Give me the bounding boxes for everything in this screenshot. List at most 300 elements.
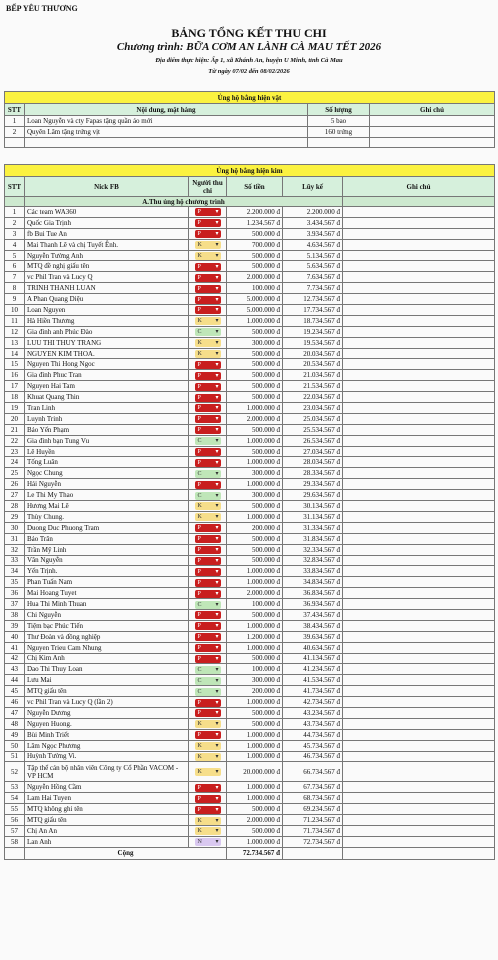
row-amount: 500.000 đ	[227, 609, 283, 620]
collector-dropdown[interactable]: C ▾	[195, 677, 221, 685]
row-nick: Lưu Mai	[25, 675, 189, 686]
collector-dropdown[interactable]: K ▾	[195, 502, 221, 510]
row-note	[343, 751, 495, 762]
row-cumulative: 23.034.567 đ	[283, 403, 343, 414]
header-note: Ghi chú	[370, 104, 495, 116]
row-amount: 1.000.000 đ	[227, 729, 283, 740]
row-collector[interactable]	[189, 413, 227, 424]
row-note	[343, 825, 495, 836]
collector-dropdown[interactable]: P ▾	[195, 219, 221, 227]
collector-dropdown[interactable]: K ▾	[195, 350, 221, 358]
row-nick: Nguyen Trieu Cam Nhung	[25, 642, 189, 653]
row-collector[interactable]	[189, 642, 227, 653]
row-nick: Luynh Trinh	[25, 413, 189, 424]
table-row	[5, 468, 495, 479]
collector-dropdown[interactable]: P ▾	[195, 633, 221, 641]
row-cumulative: 20.034.567 đ	[283, 348, 343, 359]
table-row	[5, 370, 495, 381]
row-nick: Chị Kim Anh	[25, 653, 189, 664]
table-row	[5, 793, 495, 804]
row-note	[343, 413, 495, 424]
collector-dropdown[interactable]: P ▾	[195, 644, 221, 652]
collector-dropdown[interactable]: C ▾	[195, 688, 221, 696]
table-row	[5, 620, 495, 631]
row-collector[interactable]	[189, 239, 227, 250]
row-stt: 53	[5, 782, 25, 793]
row-collector[interactable]	[189, 457, 227, 468]
row-collector[interactable]	[189, 631, 227, 642]
collector-dropdown[interactable]: P ▾	[195, 208, 221, 216]
row-amount: 1.000.000 đ	[227, 793, 283, 804]
header-stt: STT	[5, 177, 25, 197]
row-collector[interactable]	[189, 490, 227, 501]
row-cumulative: 29.334.567 đ	[283, 479, 343, 490]
collector-dropdown[interactable]: P ▾	[195, 230, 221, 238]
row-collector[interactable]	[189, 446, 227, 457]
table-row	[5, 337, 495, 348]
row-note	[343, 686, 495, 697]
collector-dropdown[interactable]: P ▾	[195, 306, 221, 314]
row-cumulative: 36.934.567 đ	[283, 599, 343, 610]
collector-dropdown[interactable]: K ▾	[195, 768, 221, 776]
collector-dropdown[interactable]: C ▾	[195, 492, 221, 500]
collector-dropdown[interactable]: K ▾	[195, 742, 221, 750]
collector-dropdown[interactable]: P ▾	[195, 557, 221, 565]
row-note	[343, 359, 495, 370]
collector-dropdown[interactable]: P ▾	[195, 459, 221, 467]
collector-dropdown[interactable]: P ▾	[195, 481, 221, 489]
collector-dropdown[interactable]: K ▾	[195, 827, 221, 835]
row-amount: 500.000 đ	[227, 653, 283, 664]
row-nick: Tiệm bạc Phúc Tiến	[25, 620, 189, 631]
row-amount: 1.234.567 đ	[227, 217, 283, 228]
collector-dropdown[interactable]: P ▾	[195, 655, 221, 663]
row-stt: 1	[5, 116, 25, 127]
row-nick: Bảo Trân	[25, 533, 189, 544]
row-note	[343, 664, 495, 675]
row-cumulative: 40.634.567 đ	[283, 642, 343, 653]
row-cumulative: 27.034.567 đ	[283, 446, 343, 457]
row-cumulative: 44.734.567 đ	[283, 729, 343, 740]
row-collector[interactable]	[189, 479, 227, 490]
collector-dropdown[interactable]: K ▾	[195, 753, 221, 761]
row-cumulative: 71.234.567 đ	[283, 815, 343, 826]
collector-dropdown[interactable]: P ▾	[195, 611, 221, 619]
row-amount: 500.000 đ	[227, 825, 283, 836]
program-title: Chương trình: BỮA CƠM AN LÀNH CÀ MAU TẾT 2026	[116, 41, 382, 53]
row-collector[interactable]	[189, 836, 227, 847]
table-row	[5, 675, 495, 686]
row-note	[343, 620, 495, 631]
row-note	[343, 762, 495, 782]
row-collector[interactable]	[189, 707, 227, 718]
row-nick: Các team WA360	[25, 207, 189, 218]
collector-dropdown[interactable]: P ▾	[195, 731, 221, 739]
report-title: BẢNG TỔNG KẾT THU CHI	[171, 26, 327, 40]
table-row	[5, 631, 495, 642]
row-nick: Hà Hiền Thương	[25, 315, 189, 326]
row-cumulative: 36.834.567 đ	[283, 588, 343, 599]
collector-dropdown[interactable]: K ▾	[195, 817, 221, 825]
table-row	[5, 359, 495, 370]
collector-dropdown[interactable]: K ▾	[195, 339, 221, 347]
row-collector[interactable]	[189, 294, 227, 305]
row-collector[interactable]	[189, 315, 227, 326]
row-collector[interactable]	[189, 435, 227, 446]
collector-dropdown[interactable]: C ▾	[195, 601, 221, 609]
row-note	[343, 381, 495, 392]
row-collector[interactable]	[189, 392, 227, 403]
row-amount: 500.000 đ	[227, 707, 283, 718]
collector-dropdown[interactable]: K ▾	[195, 252, 221, 260]
row-collector[interactable]	[189, 588, 227, 599]
row-collector[interactable]	[189, 207, 227, 218]
row-nick: Trần Mỹ Linh	[25, 544, 189, 555]
collector-dropdown[interactable]: P ▾	[195, 622, 221, 630]
row-collector[interactable]	[189, 664, 227, 675]
row-note	[343, 457, 495, 468]
row-collector[interactable]	[189, 403, 227, 414]
row-stt: 58	[5, 836, 25, 847]
row-note	[343, 718, 495, 729]
row-collector[interactable]	[189, 566, 227, 577]
row-stt: 47	[5, 707, 25, 718]
table-row	[5, 511, 495, 522]
row-collector[interactable]	[189, 533, 227, 544]
row-cumulative: 28.034.567 đ	[283, 457, 343, 468]
row-collector[interactable]	[189, 740, 227, 751]
row-nick: Bùi Minh Triết	[25, 729, 189, 740]
row-cumulative: 45.734.567 đ	[283, 740, 343, 751]
row-note	[343, 468, 495, 479]
row-amount: 1.000.000 đ	[227, 836, 283, 847]
row-nick: Nguyen Huong.	[25, 718, 189, 729]
row-note	[343, 446, 495, 457]
row-amount: 500.000 đ	[227, 718, 283, 729]
row-collector[interactable]	[189, 751, 227, 762]
row-note	[343, 435, 495, 446]
collector-dropdown[interactable]: K ▾	[195, 317, 221, 325]
row-nick: vc Phil Tran và Lucy Q (lần 2)	[25, 697, 189, 708]
row-stt: 20	[5, 413, 25, 424]
collector-dropdown[interactable]: P ▾	[195, 404, 221, 412]
row-nick: LUU THI THUY TRANG	[25, 337, 189, 348]
collector-dropdown[interactable]: C ▾	[195, 328, 221, 336]
row-cumulative: 32.834.567 đ	[283, 555, 343, 566]
table-row	[5, 446, 495, 457]
collector-dropdown[interactable]: P ▾	[195, 426, 221, 434]
row-stt: 34	[5, 566, 25, 577]
row-note	[343, 793, 495, 804]
row-note	[370, 127, 495, 138]
row-nick: Phan Tuấn Nam	[25, 577, 189, 588]
row-collector[interactable]	[189, 577, 227, 588]
row-collector[interactable]	[189, 675, 227, 686]
row-note	[343, 315, 495, 326]
row-collector[interactable]	[189, 305, 227, 316]
row-note	[343, 544, 495, 555]
row-cumulative: 30.134.567 đ	[283, 501, 343, 512]
row-collector[interactable]	[189, 272, 227, 283]
row-note	[343, 479, 495, 490]
row-collector[interactable]	[189, 686, 227, 697]
row-stt: 57	[5, 825, 25, 836]
collector-dropdown[interactable]: P ▾	[195, 806, 221, 814]
row-amount: 5.000.000 đ	[227, 305, 283, 316]
row-stt: 48	[5, 718, 25, 729]
row-cumulative: 71.734.567 đ	[283, 825, 343, 836]
row-cumulative: 20.534.567 đ	[283, 359, 343, 370]
row-collector[interactable]	[189, 804, 227, 815]
row-collector[interactable]	[189, 261, 227, 272]
row-nick: Bảo Yến Phạm	[25, 424, 189, 435]
row-nick: Quốc Gia Trịnh	[25, 217, 189, 228]
row-cumulative: 25.534.567 đ	[283, 424, 343, 435]
collector-dropdown[interactable]: P ▾	[195, 590, 221, 598]
row-amount: 300.000 đ	[227, 468, 283, 479]
row-nick: Hương Mai Lê	[25, 501, 189, 512]
row-stt: 19	[5, 403, 25, 414]
row-amount: 500.000 đ	[227, 533, 283, 544]
row-collector[interactable]	[189, 250, 227, 261]
collector-dropdown[interactable]: P ▾	[195, 415, 221, 423]
row-nick: Loan Nguyen	[25, 305, 189, 316]
table-row	[5, 490, 495, 501]
row-amount: 1.000.000 đ	[227, 740, 283, 751]
row-amount: 100.000 đ	[227, 664, 283, 675]
row-stt: 30	[5, 522, 25, 533]
row-stt: 7	[5, 272, 25, 283]
row-amount: 500.000 đ	[227, 250, 283, 261]
collector-dropdown[interactable]: P ▾	[195, 524, 221, 532]
row-nick: Lam Hai Tuyen	[25, 793, 189, 804]
collector-dropdown[interactable]: P ▾	[195, 448, 221, 456]
table-row	[5, 457, 495, 468]
collector-dropdown[interactable]: P ▾	[195, 535, 221, 543]
row-collector[interactable]	[189, 228, 227, 239]
row-collector[interactable]	[189, 337, 227, 348]
row-amount: 500.000 đ	[227, 228, 283, 239]
collector-dropdown[interactable]: P ▾	[195, 699, 221, 707]
row-stt: 17	[5, 381, 25, 392]
collector-dropdown[interactable]: P ▾	[195, 709, 221, 717]
row-note	[343, 283, 495, 294]
table-row	[5, 381, 495, 392]
collector-dropdown[interactable]: P ▾	[195, 795, 221, 803]
collector-dropdown[interactable]: P ▾	[195, 579, 221, 587]
row-cumulative: 7.634.567 đ	[283, 272, 343, 283]
row-nick: Lê Huyền	[25, 446, 189, 457]
collector-dropdown[interactable]: P ▾	[195, 296, 221, 304]
collector-dropdown[interactable]: C ▾	[195, 666, 221, 674]
row-nick: Thùy Chung.	[25, 511, 189, 522]
row-amount: 1.000.000 đ	[227, 782, 283, 793]
row-note	[343, 631, 495, 642]
row-nick: TRINH THANH LUAN	[25, 283, 189, 294]
table-row	[5, 782, 495, 793]
row-note	[343, 305, 495, 316]
collector-dropdown[interactable]: K ▾	[195, 720, 221, 728]
row-cumulative: 5.634.567 đ	[283, 261, 343, 272]
row-amount: 500.000 đ	[227, 424, 283, 435]
row-cumulative: 31.834.567 đ	[283, 533, 343, 544]
table-row	[5, 825, 495, 836]
table-row	[5, 207, 495, 218]
header-quantity: Số lượng	[308, 104, 370, 116]
table-row	[5, 326, 495, 337]
row-cumulative: 28.334.567 đ	[283, 468, 343, 479]
row-collector[interactable]	[189, 511, 227, 522]
row-stt: 18	[5, 392, 25, 403]
collector-dropdown[interactable]: P ▾	[195, 784, 221, 792]
row-stt: 8	[5, 283, 25, 294]
table-row	[5, 555, 495, 566]
row-stt: 15	[5, 359, 25, 370]
row-nick: Hua Thi Minh Thuan	[25, 599, 189, 610]
row-collector[interactable]	[189, 793, 227, 804]
collector-dropdown[interactable]: P ▾	[195, 263, 221, 271]
collector-dropdown[interactable]: P ▾	[195, 285, 221, 293]
row-cumulative: 43.234.567 đ	[283, 707, 343, 718]
row-stt: 24	[5, 457, 25, 468]
row-collector[interactable]	[189, 370, 227, 381]
table-row	[5, 501, 495, 512]
row-collector[interactable]	[189, 217, 227, 228]
row-cumulative: 38.434.567 đ	[283, 620, 343, 631]
row-nick: Dao Thi Thuy Loan	[25, 664, 189, 675]
row-nick: Ngọc Chung	[25, 468, 189, 479]
row-note	[343, 522, 495, 533]
row-nick: MTQ đề nghị giấu tên	[25, 261, 189, 272]
row-cumulative: 72.734.567 đ	[283, 836, 343, 847]
row-nick: Nguyen Hai Tam	[25, 381, 189, 392]
row-stt: 43	[5, 664, 25, 675]
row-cumulative: 18.734.567 đ	[283, 315, 343, 326]
row-amount: 2.000.000 đ	[227, 588, 283, 599]
row-note	[343, 337, 495, 348]
row-collector[interactable]	[189, 815, 227, 826]
row-collector[interactable]	[189, 555, 227, 566]
collector-dropdown[interactable]: P ▾	[195, 383, 221, 391]
row-collector[interactable]	[189, 522, 227, 533]
row-collector[interactable]	[189, 424, 227, 435]
collector-dropdown[interactable]: P ▾	[195, 274, 221, 282]
row-stt: 54	[5, 793, 25, 804]
row-note	[343, 675, 495, 686]
row-amount: 500.000 đ	[227, 555, 283, 566]
row-amount: 500.000 đ	[227, 370, 283, 381]
row-amount: 500.000 đ	[227, 392, 283, 403]
row-collector[interactable]	[189, 825, 227, 836]
row-collector[interactable]	[189, 609, 227, 620]
row-amount: 2.000.000 đ	[227, 272, 283, 283]
row-stt: 31	[5, 533, 25, 544]
row-note	[343, 707, 495, 718]
collector-dropdown[interactable]: P ▾	[195, 394, 221, 402]
row-cumulative: 19.234.567 đ	[283, 326, 343, 337]
row-nick: MTQ giấu tên	[25, 686, 189, 697]
cash-sub-title: A.Thu ủng hộ chương trình	[25, 197, 343, 207]
collector-dropdown[interactable]: K ▾	[195, 513, 221, 521]
row-note	[343, 228, 495, 239]
row-nick: Huỳnh Tường Vi.	[25, 751, 189, 762]
table-row	[5, 228, 495, 239]
row-stt: 3	[5, 228, 25, 239]
row-note	[343, 782, 495, 793]
row-cumulative: 41.134.567 đ	[283, 653, 343, 664]
row-nick: Mai Thanh Lê và chị Tuyết Ênh.	[25, 239, 189, 250]
collector-dropdown[interactable]: P ▾	[195, 372, 221, 380]
row-note	[343, 370, 495, 381]
collector-dropdown[interactable]: P ▾	[195, 361, 221, 369]
row-collector[interactable]	[189, 782, 227, 793]
row-collector[interactable]	[189, 697, 227, 708]
row-note	[343, 348, 495, 359]
row-stt: 22	[5, 435, 25, 446]
total-value: 72.734.567 đ	[227, 847, 283, 859]
row-collector[interactable]	[189, 620, 227, 631]
row-note	[343, 599, 495, 610]
row-collector[interactable]	[189, 718, 227, 729]
row-collector[interactable]	[189, 326, 227, 337]
row-collector[interactable]	[189, 283, 227, 294]
table-row	[5, 707, 495, 718]
collector-dropdown[interactable]: C ▾	[195, 470, 221, 478]
header-stt: STT	[5, 104, 25, 116]
row-amount: 2.000.000 đ	[227, 413, 283, 424]
row-cumulative: 69.234.567 đ	[283, 804, 343, 815]
row-nick: Thư Đoàn và đồng nghiệp	[25, 631, 189, 642]
table-row	[5, 718, 495, 729]
row-cumulative: 67.734.567 đ	[283, 782, 343, 793]
row-collector[interactable]	[189, 468, 227, 479]
row-cumulative: 4.634.567 đ	[283, 239, 343, 250]
row-note	[370, 116, 495, 127]
collector-dropdown[interactable]: P ▾	[195, 546, 221, 554]
row-collector[interactable]	[189, 381, 227, 392]
row-note	[343, 261, 495, 272]
row-collector[interactable]	[189, 359, 227, 370]
row-stt: 38	[5, 609, 25, 620]
collector-dropdown[interactable]: K ▾	[195, 241, 221, 249]
row-collector[interactable]	[189, 348, 227, 359]
collector-dropdown[interactable]: N ▾	[195, 838, 221, 846]
row-note	[343, 653, 495, 664]
row-cumulative: 41.734.567 đ	[283, 686, 343, 697]
row-collector[interactable]	[189, 599, 227, 610]
collector-dropdown[interactable]: C ▾	[195, 437, 221, 445]
row-nick: Gia đình Phuc Tran	[25, 370, 189, 381]
row-note	[343, 533, 495, 544]
row-stt: 4	[5, 239, 25, 250]
row-stt: 39	[5, 620, 25, 631]
row-collector[interactable]	[189, 501, 227, 512]
row-amount: 2.000.000 đ	[227, 815, 283, 826]
row-collector[interactable]	[189, 653, 227, 664]
row-collector[interactable]	[189, 729, 227, 740]
row-amount: 500.000 đ	[227, 446, 283, 457]
row-note	[343, 577, 495, 588]
row-note	[343, 588, 495, 599]
row-nick: A Phan Quang Diệu	[25, 294, 189, 305]
row-collector[interactable]	[189, 762, 227, 782]
row-nick: Lâm Ngọc Phương	[25, 740, 189, 751]
row-collector[interactable]	[189, 544, 227, 555]
table-row	[5, 653, 495, 664]
row-stt: 36	[5, 588, 25, 599]
collector-dropdown[interactable]: P ▾	[195, 568, 221, 576]
row-cumulative: 21.534.567 đ	[283, 381, 343, 392]
